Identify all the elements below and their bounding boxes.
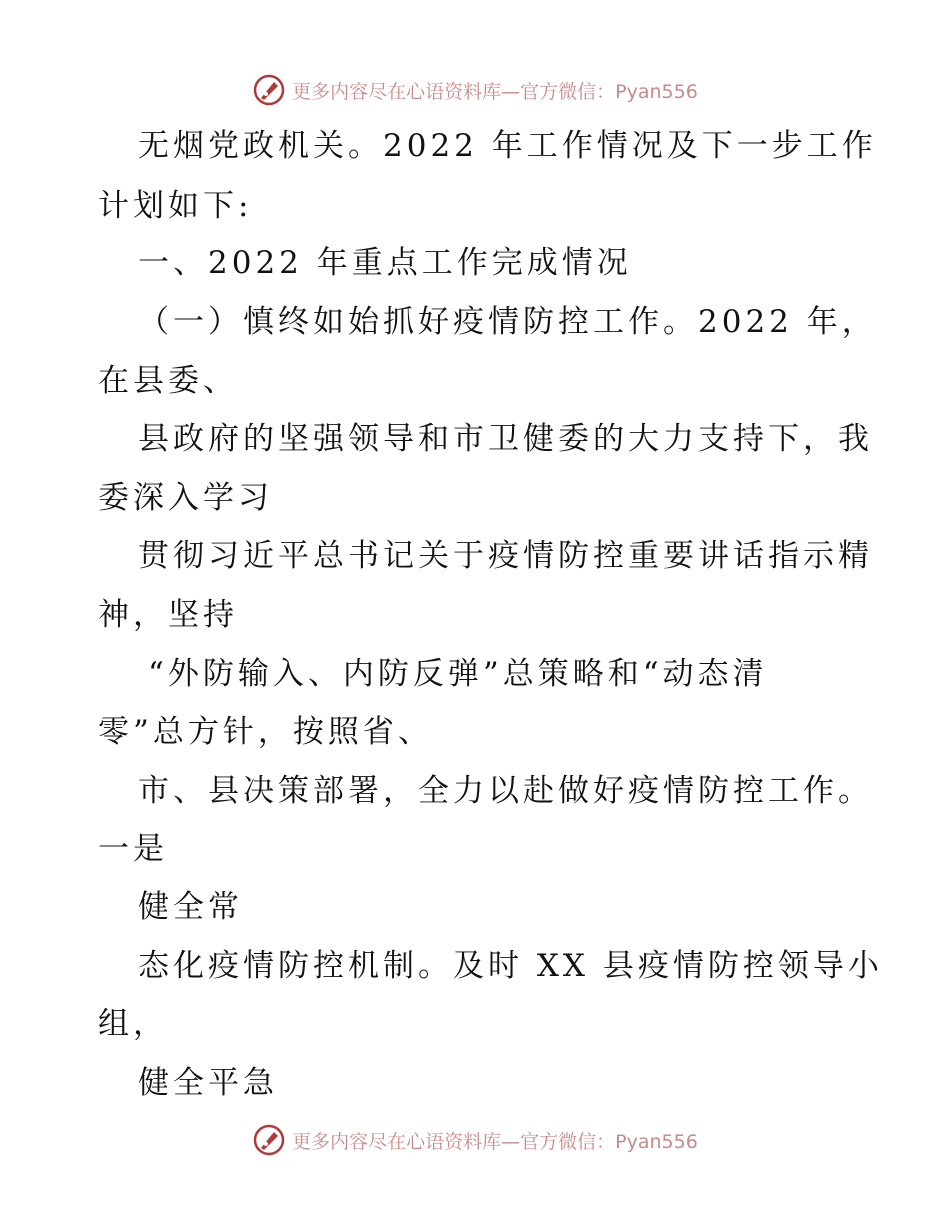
text-line: 委深入学习 (98, 480, 273, 516)
watermark-text: 更多内容尽在心语资料库—官方微信：Pyan556 (292, 80, 698, 103)
text-line: “外防输入、内防反弹”总策略和“动态清 (148, 656, 768, 692)
subsection-heading: （一）慎终如始抓好疫情防控工作。2022 年， (138, 304, 877, 340)
pen-nib-circle-icon (252, 1123, 286, 1157)
footer-watermark (0, 1120, 950, 1160)
text-line: 计划如下: (98, 188, 253, 224)
pen-nib-circle-icon (252, 73, 286, 107)
text-line: 神，坚持 (98, 597, 238, 633)
section-heading: 一、2022 年重点工作完成情况 (138, 245, 632, 281)
text-line: 组， (98, 1006, 168, 1042)
text-line: 零”总方针，按照省、 (98, 714, 433, 750)
text-line: 在县委、 (98, 363, 238, 399)
text-line: 县政府的坚强领导和市卫健委的大力支持下，我 (138, 421, 873, 457)
text-line: 健全平急 (138, 1065, 278, 1101)
text-line: 一是 (98, 831, 168, 867)
watermark-text: 更多内容尽在心语资料库—官方微信：Pyan556 (292, 1130, 698, 1153)
text-line: 市、县决策部署，全力以赴做好疫情防控工作。 (138, 773, 873, 809)
text-line: 无烟党政机关。2022 年工作情况及下一步工作 (138, 128, 877, 164)
text-line: 健全常 (138, 889, 243, 925)
text-line: 态化疫情防控机制。及时 XX 县疫情防控领导小 (138, 948, 883, 984)
text-line: 贯彻习近平总书记关于疫情防控重要讲话指示精 (138, 538, 873, 574)
header-watermark (0, 70, 950, 110)
